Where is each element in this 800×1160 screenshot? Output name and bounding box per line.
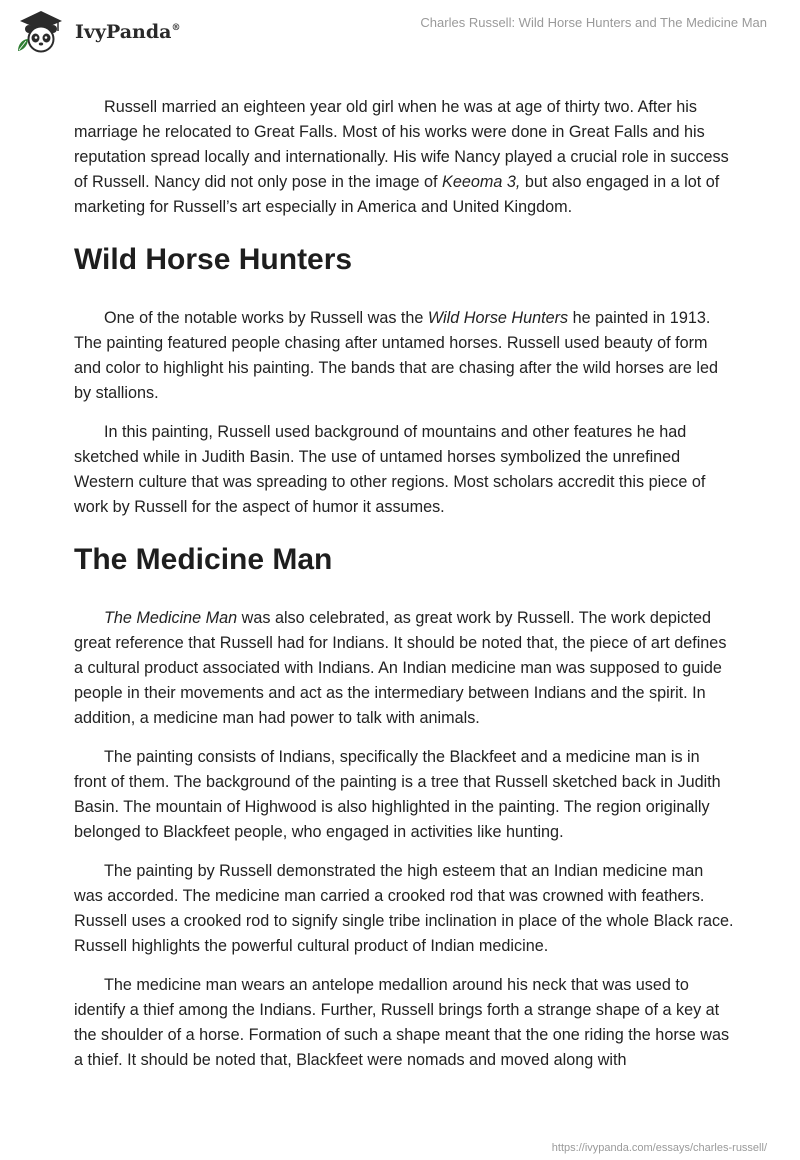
medicine-man-paragraph-1: The Medicine Man was also celebrated, as great work by Russell. The work depicted great reference that Russell had for Indians. It should be noted that, the piece of art defines a cultural product associated with Indians. An Indian medicine man was supposed to guide people in their movements and act as the intermediary between Indians and the spirit. In addition, a medicine man had power to talk with animals.: [74, 609, 727, 727]
source-url-link[interactable]: https://ivypanda.com/essays/charles-russell/: [551, 1142, 767, 1154]
registered-mark: ®: [171, 22, 181, 33]
panda-graduation-cap-icon: [14, 9, 68, 53]
medicine-man-paragraph-3: The painting by Russell demonstrated the high esteem that an Indian medicine man was accorded. The medicine man carried a crooked rod that was crowned with feathers. Russell uses a crooked rod to signify single tribe inclination in place of the whole Black race. Russell highlights the powerful cultural product of Indian medicine.: [74, 862, 734, 955]
wild-horse-paragraph-2: In this painting, Russell used background of mountains and other features he had sketched while in Judith Basin. The use of untamed horses symbolized the unrefined Western culture that was spreading to other regions. Most scholars accredit this piece of work by Russell for the aspect of humor it assumes.: [74, 423, 706, 516]
section-heading-medicine-man: The Medicine Man: [74, 543, 333, 576]
medicine-man-paragraph-4: The medicine man wears an antelope medallion around his neck that was used to identify a thief among the Indians. Further, Russell brings forth a strange shape of a key at the shoulder of a horse. Formation of such a shape meant that the one riding the horse was a thief. It should be noted that, Blackfeet were nomads and moved along with: [74, 976, 730, 1069]
artwork-title-wild-horse-hunters: Wild Horse Hunters: [427, 309, 569, 327]
ivypanda-logo[interactable]: [14, 9, 180, 53]
artwork-title-keeoma: Keeoma 3,: [442, 173, 521, 191]
wild-horse-paragraph-1: One of the notable works by Russell was the Wild Horse Hunters he painted in 1913. The painting featured people chasing after untamed horses. Russell used beauty of form and color to highlight his painting. The bands that are chasing after the wild horses are led by stallions.: [74, 309, 719, 402]
document-title: Charles Russell: Wild Horse Hunters and The Medicine Man: [420, 15, 767, 30]
artwork-title-medicine-man: The Medicine Man: [104, 609, 238, 627]
brand-name: IvyPanda®: [75, 21, 181, 43]
medicine-man-paragraph-2: The painting consists of Indians, specifically the Blackfeet and a medicine man is in front of them. The background of the painting is a tree that Russell sketched back in Judith Basin. The mountain of Highwood is also highlighted in the painting. The region originally belonged to Blackfeet people, who engaged in activities like hunting.: [74, 748, 721, 841]
page-header: [0, 0, 800, 70]
intro-paragraph: Russell married an eighteen year old girl when he was at age of thirty two. After his marriage he relocated to Great Falls. Most of his works were done in Great Falls and his reputation spread locally and internationally. His wife Nancy played a crucial role in success of Russell. Nancy did not only pose in the image of Keeoma 3, but also engaged in a lot of marketing for Russell’s art especially in America and United Kingdom.: [74, 98, 729, 216]
section-heading-wild-horse-hunters: Wild Horse Hunters: [74, 243, 353, 276]
essay-content: [74, 95, 734, 1087]
